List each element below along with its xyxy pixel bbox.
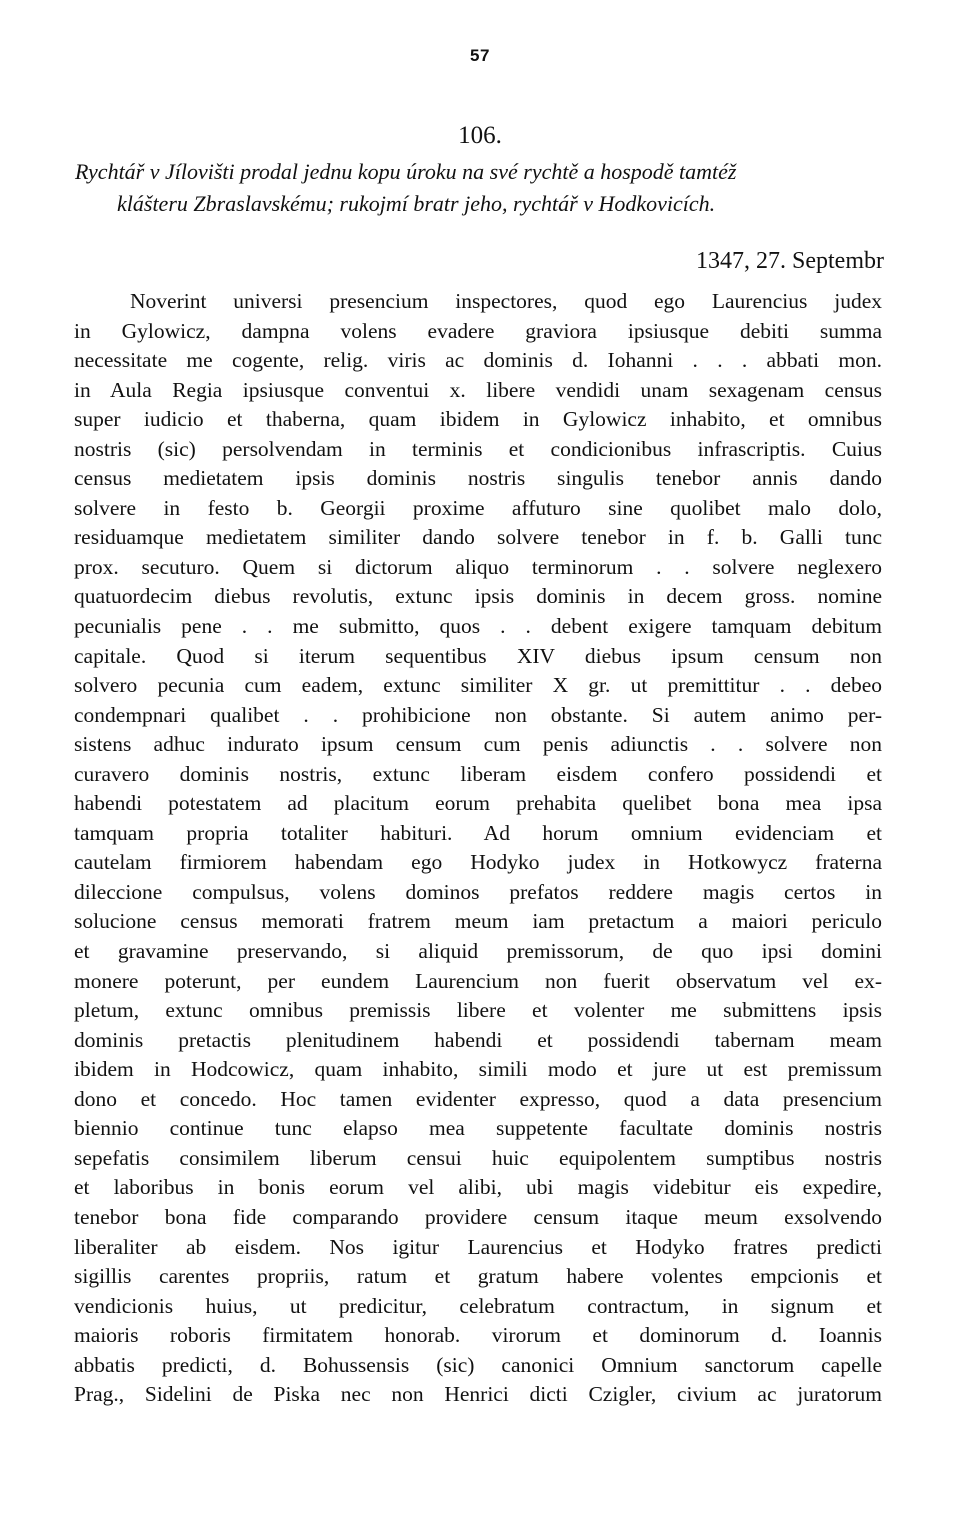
text-line: monere poterunt, per eundem Laurencium non fuerit observatum vel ex-	[74, 968, 882, 993]
text-line: abbatis predicti, d. Bohussensis (sic) canonici Omnium sanctorum capelle	[74, 1352, 882, 1377]
text-line: biennio continue tunc elapso mea suppetente facultate dominis nostris	[74, 1116, 882, 1141]
document-number: 106.	[458, 122, 502, 149]
text-line: prox. secuturo. Quem si dictorum aliquo terminorum . . solvere neglexero	[74, 554, 882, 579]
regest-summary	[75, 156, 887, 220]
text-line: in Gylowicz, dampna volens evadere graviora ipsiusque debiti summa	[74, 318, 882, 343]
text-line: dileccione compulsus, volens dominos prefatos reddere magis certos in	[74, 879, 882, 904]
text-line: in Aula Regia ipsiusque conventui x. libere vendidi unam sexagenam census	[74, 377, 882, 402]
text-line: solvero pecunia cum eadem, extunc similiter X gr. ut premittitur . . debeo	[74, 673, 882, 698]
text-line: curavero dominis nostris, extunc liberam eisdem confero possidendi et	[74, 761, 882, 786]
text-line: sepefatis consimilem liberum censui huic equipolentem sumptibus nostris	[74, 1145, 882, 1170]
text-line: sistens adhuc indurato ipsum censum cum penis adiunctis . . solvere non	[74, 732, 882, 757]
text-line: maioris roboris firmitatem honorab. virorum et dominorum d. Ioannis	[74, 1323, 882, 1348]
document-date: 1347, 27. Septembr	[696, 248, 884, 274]
text-line: et laboribus in bonis eorum vel alibi, ubi magis videbitur eis expedire,	[74, 1175, 882, 1200]
text-line: residuamque medietatem similiter dando solvere tenebor in f. b. Galli tunc	[74, 525, 882, 550]
text-line: tenebor bona fide comparando providere censum itaque meum exsolvendo	[74, 1204, 882, 1229]
text-line: census medietatem ipsis dominis nostris singulis tenebor annis dando	[74, 466, 882, 491]
text-line: condempnari qualibet . . prohibicione non obstante. Si autem animo per-	[74, 702, 882, 727]
text-line: dominis pretactis plenitudinem habendi et possidendi tabernam meam	[74, 1027, 882, 1052]
text-line: vendicionis huius, ut predicitur, celebratum contractum, in signum et	[74, 1293, 882, 1318]
page-number: 57	[470, 46, 490, 65]
text-line: Noverint universi presencium inspectores, quod ego Laurencius judex	[130, 289, 882, 313]
text-line: tamquam propria totaliter habituri. Ad horum omnium evidenciam et	[74, 820, 882, 845]
regest-line: klášteru Zbraslavskému; rukojmí bratr jeho, rychtář v Hodkovicích.	[117, 191, 716, 216]
regest-line: Rychtář v Jílovišti prodal jednu kopu úroku na své rychtě a hospodě tamtéž	[75, 159, 737, 184]
text-line: super iudicio et thaberna, quam ibidem in Gylowicz inhabito, et omnibus	[74, 407, 882, 432]
text-line: et gravamine preservando, si aliquid premissorum, de quo ipsi domini	[74, 939, 882, 964]
text-line: pecunialis pene . . me submitto, quos . . debent exigere tamquam debitum	[74, 614, 882, 639]
text-line: solucione census memorati fratrem meum iam pretactum a maiori periculo	[74, 909, 882, 934]
text-line: solvere in festo b. Georgii proxime affuturo sine quolibet malo dolo,	[74, 495, 882, 520]
text-line: habendi potestatem ad placitum eorum prehabita quelibet bona mea ipsa	[74, 791, 882, 816]
text-line: pletum, extunc omnibus premissis libere et volenter me submittens ipsis	[74, 998, 882, 1023]
text-line: necessitate me cogente, relig. viris ac dominis d. Iohanni . . . abbati mon.	[74, 348, 882, 373]
text-line: dono et concedo. Hoc tamen evidenter expresso, quod a data presencium	[74, 1086, 882, 1111]
text-line: ibidem in Hodcowicz, quam inhabito, simili modo et jure ut est premissum	[74, 1057, 882, 1082]
text-line: Prag., Sidelini de Piska nec non Henrici dicti Czigler, civium ac juratorum	[74, 1382, 882, 1407]
text-line: nostris (sic) persolvendam in terminis et condicionibus infrascriptis. Cuius	[74, 436, 882, 461]
text-line: liberaliter ab eisdem. Nos igitur Laurencius et Hodyko fratres predicti	[74, 1234, 882, 1259]
text-line: capitale. Quod si iterum sequentibus XIV diebus ipsum censum non	[74, 643, 882, 668]
text-line: quatuordecim diebus revolutis, extunc ipsis dominis in decem gross. nomine	[74, 584, 882, 609]
text-line: sigillis carentes propriis, ratum et gratum habere volentes empcionis et	[74, 1264, 882, 1289]
charter-text	[74, 287, 882, 1410]
text-line: cautelam firmiorem habendam ego Hodyko judex in Hotkowycz fraterna	[74, 850, 882, 875]
